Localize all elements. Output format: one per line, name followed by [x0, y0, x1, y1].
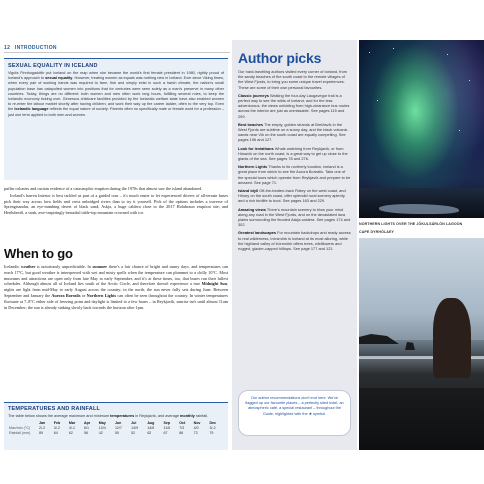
author-pick-text: Whale watching from Reykjavík, or from Húsavík on the north coast, is a great way to get up close to the giants of the sea. See pages 78 and 276. [238, 145, 348, 162]
text-run: is notoriously unpredictable. In [35, 264, 93, 269]
right-page [232, 40, 484, 450]
author-pick-title: Classic journeys [238, 92, 269, 98]
table-header-cell: Jan [39, 421, 46, 426]
bold-term: Icelandic language [14, 107, 49, 112]
temperatures-box [4, 402, 228, 450]
author-pick-item [238, 146, 351, 162]
author-pick-item [238, 122, 351, 143]
author-pick-title: Northern Lights [238, 164, 268, 170]
author-pick-item [238, 164, 351, 185]
author-pick-title: Look for leviathans [238, 145, 274, 151]
author-pick-text: Off-the-beaten-track Flatey on the west coast, and Hrísey on the south coast, offer splendid rural scenery aplenty and a rich birdlife to boot. See pages 163 and 229. [238, 188, 346, 204]
table-row-label: Max/min (°C) [9, 426, 31, 431]
table-header-cell: Sep [163, 421, 171, 426]
author-pick-item [238, 230, 351, 251]
table-cell: 62 [68, 431, 73, 436]
table-header-cell: Apr [83, 421, 91, 426]
table-row [8, 431, 224, 436]
sexual-equality-title: SEXUAL EQUALITY IN ICELAND [8, 63, 98, 69]
table-cell: 14/9 [131, 426, 139, 431]
bold-term: Northern Lights [86, 292, 117, 298]
bold-term: Midnight Sun [201, 281, 227, 287]
sexual-equality-text [8, 71, 224, 118]
table-cell: 89 [39, 431, 43, 436]
author-pick-title: Amazing views [238, 206, 266, 212]
table-header-cell: Mar [68, 421, 76, 426]
table-header-cell: May [98, 421, 106, 426]
table-cell: 4/-1 [68, 426, 76, 431]
beach-photo [359, 238, 484, 450]
intro-text [4, 186, 228, 217]
table-header-cell: Jul [131, 421, 137, 426]
temperature-table [8, 421, 224, 436]
table-cell: 56 [83, 431, 88, 436]
author-pick-title: Island idyll [238, 188, 259, 194]
temperatures-intro [8, 414, 224, 419]
text-run: rainfall. [194, 414, 209, 418]
intro-paragraph: puffin colonies and curtain evidence of a catastrophic eruption during the 1970s that almost saw the island abandoned. [4, 186, 203, 191]
table-cell: 10/4 [98, 426, 106, 431]
table-cell: 6/1 [83, 426, 89, 431]
author-note-text: Our author recommendations don't end here. We've flagged up our favourite places – a perfectly sited hotel, an atmospheric café, a special restaurant – throughout the Guide, highlighted with the ★ symbol. [245, 396, 344, 416]
when-to-go-heading: When to go [4, 246, 73, 261]
table-cell: 14/8 [147, 426, 155, 431]
table-header-cell: Aug [147, 421, 155, 426]
aurora-caption: NORTHERN LIGHTS OVER THE JÖKULSÁRLÓN LAGOON [359, 222, 463, 226]
table-cell: 7/3 [179, 426, 185, 431]
page-header [4, 45, 230, 53]
author-pick-title: Greatest landscapes [238, 230, 277, 236]
text-run: , nights are light from mid-May to early August across the country; in the north, the sun never fully sets during June. Between September and January the [4, 281, 228, 298]
table-cell: 50 [114, 431, 119, 436]
table-header-cell: Jun [114, 421, 122, 426]
author-picks-panel [232, 40, 357, 450]
bold-term: monthly [180, 414, 195, 418]
bold-term: temperatures [110, 414, 135, 418]
table-cell: 73 [193, 431, 198, 436]
intro-paragraph: Iceland's barren Interior is best tackled as part of a guided tour – it's much easier to let experienced drivers of all-terrain buses pick their way across lava fields and cross unbridged rivers than to try it yourself. Pick of the options includes a traverse of Sprengisandur, an eye-numbing desert of black sand; Askja, a huge caldera close to the 2017 Holuhraun eruption site; and Herðubreið, a stark, awe-inspiringly beautiful table-top mountain crowned with ice. [4, 192, 228, 216]
table-header-cell: Dec [209, 421, 217, 426]
left-page [0, 40, 230, 450]
table-cell: 62 [147, 431, 152, 436]
author-pick-text: For mountain backdrops and ready access to real wilderness, Þórsmörk is Iceland at its most alluring, while the highland valley of Þórsmörk offers trees, wildflowers and rugged, glacier-capped hilltops. See page 177 and 121. [238, 230, 351, 252]
bold-term: weather [20, 264, 36, 269]
temperatures-title: TEMPERATURES AND RAINFALL [8, 406, 101, 412]
text-run: reflects the equal nature of society: Parents often no specifically male or female word for a profession – just one term applied to both men and women. [8, 107, 224, 117]
beach-caption: CAPE DYRHÓLAEY [359, 230, 394, 234]
table-cell: 2/-2 [39, 426, 46, 431]
bold-term: sexual equality [45, 76, 73, 81]
table-header-cell: Feb [53, 421, 61, 426]
author-pick-title: Best beaches [238, 121, 264, 127]
author-pick-text: There's mountain scenery to blow your mind along any road in the West Fjords, and on the devastated lava plains surrounding the flooded Askja caldera. See pages 174 and 302. [238, 206, 351, 228]
when-to-go-paragraph [4, 264, 228, 310]
table-header-cell: Oct [179, 421, 186, 426]
bold-term: summer [92, 264, 108, 269]
when-to-go-text [4, 264, 228, 311]
table-cell: 11/6 [163, 426, 171, 431]
author-pick-item [238, 207, 351, 228]
table-cell: 42 [98, 431, 103, 436]
text-run: or [80, 292, 87, 298]
author-pick-text: Walking the four-day Laugavegur trail is a perfect way to see the wilds of Iceland, and for the less adventurous, the views unfolding from high-clearance bus routes across the interior are just as unmissable. See pages 115 and 299. [238, 92, 350, 119]
text-run: in Reykjavík, and average [134, 414, 181, 418]
text-run: Icelandic [4, 264, 21, 269]
author-picks-title: Author picks [238, 50, 322, 66]
text-run: can often be seen throughout the country. In winter temperatures fluctuate at 7–8°C either side of freezing point and daylight is limited to a few hours – in Reykjavík, sunrise isn't until almost 11am in December; the sun is already sinking slowly back towards the horizon after 1pm. [4, 292, 229, 310]
table-cell: 52 [131, 431, 136, 436]
table-row-label: Rainfall (mm) [9, 431, 31, 436]
text-run: The table below shows the average maximum and minimum [8, 414, 111, 418]
author-note-box [238, 390, 351, 436]
author-picks-intro: Our hard-travelling authors visited every corner of Iceland, from the sandy beaches of the south coast to the remote villages of the West Fjords, to bring you some unique travel experiences. These are some of their own personal favourites. [238, 69, 347, 90]
section-name: INTRODUCTION [14, 45, 57, 51]
aurora-photo [359, 40, 484, 218]
table-cell: 3/-2 [53, 426, 60, 431]
table-cell: 67 [163, 431, 168, 436]
text-run: there's a fair chance of bright and sunny days, and temperatures can reach 17°C, but good weather is interspersed with wet and misty spells when the temperature can plummet to a chilly 10°C. Most museums and attractions are open only from late May to early September, and it's at these times, too, that buses run their fullest schedules. Although almost all of Iceland lies south of the Arctic Circle, and therefore doesn't experience a true [4, 264, 228, 287]
table-cell: 64 [53, 431, 58, 436]
table-cell: 86 [179, 431, 184, 436]
table-cell: 3/-2 [209, 426, 216, 431]
author-pick-item [238, 93, 351, 119]
bold-term: Aurora Borealis [51, 292, 81, 298]
page-number: 12 [4, 45, 11, 51]
table-cell: 12/7 [114, 426, 122, 431]
text-run: Vigdís Finnbogadóttir put Iceland on the map when she became the world's first female president in 1980, rightly proud of Iceland's approach to [8, 71, 224, 81]
author-pick-text: The empty, golden strands at Breiðavík in the West Fjords are sublime on a sunny day, and the black volcanic sands near Vík on the south coast are equally compelling. See pages 196 and 127. [238, 121, 348, 143]
table-cell: 4/0 [193, 426, 199, 431]
author-picks-list [238, 93, 351, 251]
table-cell: 79 [209, 431, 214, 436]
table-header-cell: Nov [193, 421, 201, 426]
author-pick-item [238, 188, 351, 204]
author-pick-text: Thanks to its northerly location, Iceland is a great place from which to see the Aurora Borealis. Take one of the special tours which operate from Reykjavík and prepare to be amazed. See page 71. [238, 164, 351, 185]
sexual-equality-box [4, 58, 228, 180]
text-run: . However, treating women as equals was nothing new in Iceland. Ever since Viking times, when every pair of working hands was required to farm, fish and simply exist in such a harsh climate, the nation's small population base has catapulted women into positions that for centuries were seen solely as a man's preserve in many other countries. Today, things are no different: both women and men often work long hours, fulfilling several roles, to keep the Icelandic economy ticking over. Generous childcare facilities provided by the Icelandic welfare state have also enabled women to re-enter the labour market shortly after having children, and work their way up the career ladder, often to the very top. Even the [8, 76, 224, 112]
